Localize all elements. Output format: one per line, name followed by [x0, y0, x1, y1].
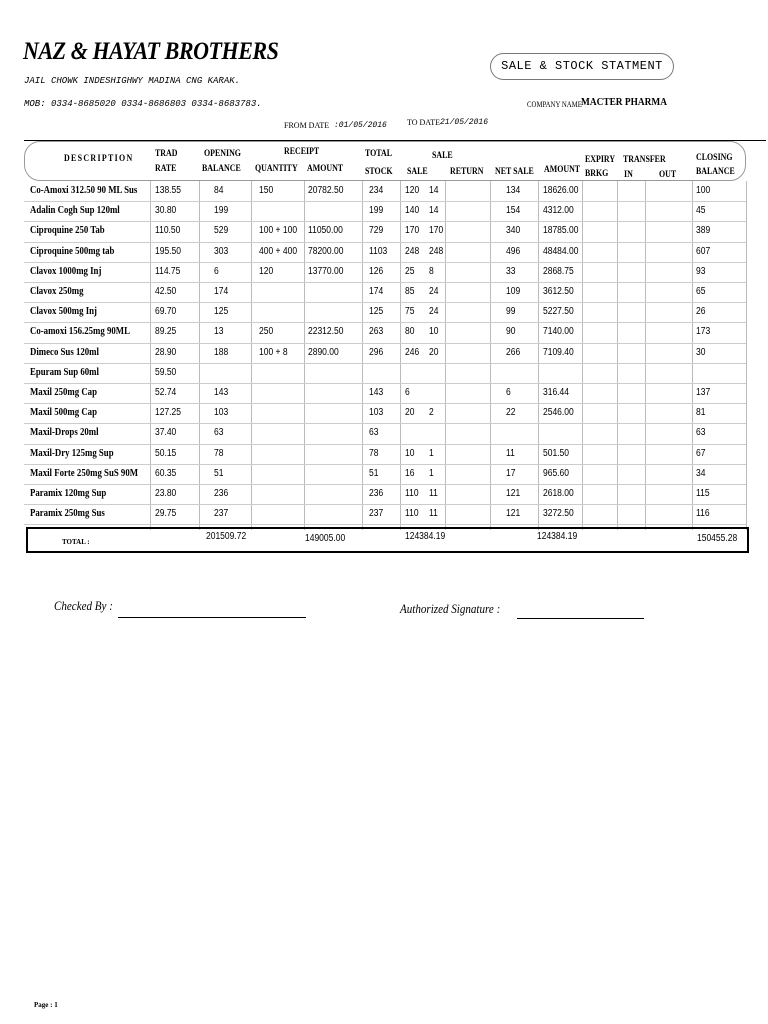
- cell-closing: 26: [696, 306, 706, 317]
- total-sale-amount: 124384.19: [537, 531, 578, 542]
- authorized-signature-label: Authorized Signature :: [400, 601, 501, 616]
- cell-rate: 59.50: [155, 367, 177, 378]
- cell-opening: 6: [214, 266, 219, 277]
- from-date-label: FROM DATE: [284, 121, 330, 130]
- cell-net: 496: [506, 246, 521, 257]
- cell-sale: 170: [405, 225, 420, 236]
- cell-stock: 234: [369, 185, 384, 196]
- cell-ret: 20: [429, 347, 439, 358]
- column-divider: [251, 181, 252, 530]
- col-brkg: BRKG: [585, 168, 609, 178]
- cell-desc: Maxil Forte 250mg SuS 90M: [30, 467, 139, 479]
- cell-stock: 1103: [369, 246, 388, 257]
- cell-closing: 137: [696, 387, 711, 398]
- cell-opening: 63: [214, 427, 224, 438]
- cell-stock: 263: [369, 326, 384, 337]
- column-divider: [617, 181, 618, 530]
- cell-desc: Paramix 120mg Sup: [30, 487, 107, 499]
- cell-rec-amount: 11050.00: [308, 225, 343, 236]
- cell-qty: 250: [259, 326, 274, 337]
- supplier-company-name: MACTER PHARMA: [581, 96, 667, 108]
- cell-qty: 100 + 100: [259, 225, 298, 236]
- cell-net: 266: [506, 347, 521, 358]
- cell-ret: 14: [429, 185, 439, 196]
- cell-rate: 52.74: [155, 387, 177, 398]
- col-net-sale: NET SALE: [495, 166, 534, 176]
- cell-desc: Paramix 250mg Sus: [30, 507, 105, 519]
- column-divider: [362, 181, 363, 530]
- row-divider: [24, 282, 746, 283]
- cell-closing: 93: [696, 266, 706, 277]
- cell-sale: 6: [405, 387, 410, 398]
- row-divider: [24, 423, 746, 424]
- cell-stock: 78: [369, 448, 379, 459]
- cell-stock: 143: [369, 387, 384, 398]
- authorized-signature-line: [517, 618, 644, 619]
- cell-desc: Maxil 500mg Cap: [30, 406, 97, 418]
- cell-desc: Maxil-Dry 125mg Sup: [30, 447, 114, 459]
- cell-sale: 246: [405, 347, 420, 358]
- col-sale: SALE: [407, 166, 428, 176]
- cell-ret: 1: [429, 468, 434, 479]
- col-opening: OPENING: [204, 148, 241, 158]
- cell-rate: 114.75: [155, 266, 181, 277]
- cell-closing: 173: [696, 326, 711, 337]
- cell-desc: Clavox 250mg: [30, 285, 84, 297]
- col-closing: CLOSING: [696, 152, 733, 162]
- cell-stock: 63: [369, 427, 379, 438]
- cell-rate: 23.80: [155, 488, 177, 499]
- cell-qty: 150: [259, 185, 274, 196]
- cell-desc: Maxil 250mg Cap: [30, 386, 97, 398]
- column-divider: [692, 181, 693, 530]
- col-sale-amount: AMOUNT: [544, 164, 581, 174]
- cell-amount: 7140.00: [543, 326, 574, 337]
- cell-opening: 529: [214, 225, 229, 236]
- cell-net: 121: [506, 508, 521, 519]
- column-divider: [445, 181, 446, 530]
- row-divider: [24, 403, 746, 404]
- column-divider: [199, 181, 200, 530]
- cell-desc: Clavox 1000mg Inj: [30, 265, 102, 277]
- row-divider: [24, 383, 746, 384]
- cell-sale: 110: [405, 508, 419, 519]
- cell-ret: 10: [429, 326, 439, 337]
- column-divider: [304, 181, 305, 530]
- cell-amount: 3612.50: [543, 286, 574, 297]
- cell-ret: 11: [429, 508, 438, 519]
- column-divider: [400, 181, 401, 530]
- cell-net: 134: [506, 185, 521, 196]
- cell-opening: 143: [214, 387, 229, 398]
- col-total: TOTAL: [365, 148, 393, 158]
- company-name: NAZ & HAYAT BROTHERS: [23, 38, 279, 65]
- page-number: Page : 1: [34, 1001, 58, 1009]
- col-quantity: QUANTITY: [255, 163, 298, 173]
- cell-net: 90: [506, 326, 516, 337]
- cell-net: 33: [506, 266, 516, 277]
- cell-rec-amount: 2890.00: [308, 347, 339, 358]
- cell-opening: 103: [214, 407, 229, 418]
- cell-sale: 16: [405, 468, 415, 479]
- cell-closing: 65: [696, 286, 706, 297]
- cell-amount: 316.44: [543, 387, 570, 398]
- row-divider: [24, 524, 746, 525]
- cell-rate: 60.35: [155, 468, 177, 479]
- cell-amount: 2546.00: [543, 407, 574, 418]
- company-mobile: MOB: 0334-8685020 0334-8686803 0334-8683783.: [24, 99, 262, 109]
- col-transfer: TRANSFER: [623, 154, 666, 164]
- cell-opening: 199: [214, 205, 229, 216]
- totals-box: [26, 527, 749, 553]
- col-description: DESCRIPTION: [64, 153, 134, 163]
- row-divider: [24, 504, 746, 505]
- cell-stock: 237: [369, 508, 384, 519]
- cell-rate: 69.70: [155, 306, 177, 317]
- cell-opening: 237: [214, 508, 229, 519]
- cell-qty: 120: [259, 266, 274, 277]
- cell-opening: 236: [214, 488, 229, 499]
- cell-qty: 400 + 400: [259, 246, 298, 257]
- cell-rate: 29.75: [155, 508, 177, 519]
- cell-rate: 110.50: [155, 225, 181, 236]
- statement-title: SALE & STOCK STATMENT: [501, 59, 663, 73]
- cell-rate: 127.25: [155, 407, 182, 418]
- col-receipt-amount: AMOUNT: [307, 163, 344, 173]
- column-divider: [582, 181, 583, 530]
- cell-opening: 125: [214, 306, 229, 317]
- cell-ret: 14: [429, 205, 439, 216]
- column-divider: [490, 181, 491, 530]
- row-divider: [24, 484, 746, 485]
- row-divider: [24, 302, 746, 303]
- cell-amount: 965.60: [543, 468, 570, 479]
- cell-ret: 170: [429, 225, 444, 236]
- column-divider: [746, 181, 747, 530]
- cell-net: 154: [506, 205, 521, 216]
- cell-amount: 3272.50: [543, 508, 574, 519]
- column-divider: [538, 181, 539, 530]
- cell-net: 99: [506, 306, 516, 317]
- cell-amount: 18785.00: [543, 225, 579, 236]
- cell-amount: 48484.00: [543, 246, 579, 257]
- company-address: JAIL CHOWK INDESHIGHWY MADINA CNG KARAK.: [24, 76, 241, 86]
- cell-desc: Ciproquine 500mg tab: [30, 245, 115, 257]
- cell-stock: 51: [369, 468, 379, 479]
- row-divider: [24, 242, 746, 243]
- cell-stock: 125: [369, 306, 384, 317]
- cell-stock: 236: [369, 488, 384, 499]
- cell-net: 340: [506, 225, 521, 236]
- cell-ret: 248: [429, 246, 444, 257]
- cell-sale: 140: [405, 205, 420, 216]
- cell-closing: 63: [696, 427, 706, 438]
- row-divider: [24, 322, 746, 323]
- cell-rec-amount: 22312.50: [308, 326, 344, 337]
- total-stock: 124384.19: [405, 531, 446, 542]
- to-date-label: TO DATE: [407, 118, 440, 127]
- cell-sale: 80: [405, 326, 415, 337]
- cell-rate: 42.50: [155, 286, 177, 297]
- cell-rec-amount: 13770.00: [308, 266, 344, 277]
- cell-ret: 8: [429, 266, 434, 277]
- from-date: :01/05/2016: [334, 121, 387, 130]
- cell-rate: 89.25: [155, 326, 177, 337]
- cell-sale: 20: [405, 407, 415, 418]
- cell-closing: 100: [696, 185, 711, 196]
- cell-closing: 30: [696, 347, 706, 358]
- col-closing-balance: BALANCE: [696, 166, 735, 176]
- cell-amount: 4312.00: [543, 205, 574, 216]
- cell-desc: Co-amoxi 156.25mg 90ML: [30, 325, 130, 337]
- cell-stock: 729: [369, 225, 384, 236]
- cell-closing: 34: [696, 468, 706, 479]
- cell-opening: 174: [214, 286, 229, 297]
- cell-amount: 5227.50: [543, 306, 574, 317]
- cell-rate: 138.55: [155, 185, 182, 196]
- cell-ret: 11: [429, 488, 438, 499]
- col-transfer-out: OUT: [659, 169, 677, 179]
- col-receipt: RECEIPT: [284, 146, 320, 156]
- row-divider: [24, 343, 746, 344]
- cell-closing: 115: [696, 488, 710, 499]
- cell-rec-amount: 20782.50: [308, 185, 344, 196]
- cell-desc: Maxil-Drops 20ml: [30, 426, 99, 438]
- cell-rec-amount: 78200.00: [308, 246, 344, 257]
- cell-opening: 84: [214, 185, 224, 196]
- cell-rate: 37.40: [155, 427, 177, 438]
- checked-by-line: [118, 617, 306, 618]
- row-divider: [24, 262, 746, 263]
- cell-amount: 2868.75: [543, 266, 574, 277]
- cell-stock: 126: [369, 266, 384, 277]
- cell-amount: 18626.00: [543, 185, 579, 196]
- cell-sale: 110: [405, 488, 419, 499]
- cell-desc: Ciproquine 250 Tab: [30, 224, 105, 236]
- cell-stock: 296: [369, 347, 384, 358]
- cell-rate: 195.50: [155, 246, 182, 257]
- cell-sale: 120: [405, 185, 420, 196]
- col-rate: RATE: [155, 163, 177, 173]
- cell-amount: 2618.00: [543, 488, 574, 499]
- cell-net: 121: [506, 488, 521, 499]
- col-opening-balance: BALANCE: [202, 163, 241, 173]
- cell-desc: Co-Amoxi 312.50 90 ML Sus: [30, 184, 138, 196]
- column-divider: [150, 181, 151, 530]
- cell-closing: 116: [696, 508, 710, 519]
- cell-desc: Epuram Sup 60ml: [30, 366, 99, 378]
- cell-sale: 25: [405, 266, 415, 277]
- cell-closing: 45: [696, 205, 706, 216]
- cell-sale: 10: [405, 448, 415, 459]
- cell-opening: 303: [214, 246, 229, 257]
- cell-sale: 248: [405, 246, 420, 257]
- cell-closing: 81: [696, 407, 706, 418]
- cell-net: 6: [506, 387, 511, 398]
- to-date: 21/05/2016: [440, 118, 489, 127]
- cell-desc: Adalin Cogh Sup 120ml: [30, 204, 120, 216]
- cell-net: 22: [506, 407, 516, 418]
- row-divider: [24, 363, 746, 364]
- cell-ret: 24: [429, 286, 439, 297]
- cell-ret: 2: [429, 407, 434, 418]
- col-sale-group: SALE: [432, 150, 453, 160]
- total-receipt: 149005.00: [305, 533, 346, 544]
- cell-opening: 13: [214, 326, 224, 337]
- cell-sale: 85: [405, 286, 415, 297]
- checked-by-label: Checked By :: [54, 598, 113, 613]
- totals-label: TOTAL :: [62, 538, 90, 546]
- col-expiry: EXPIRY: [585, 154, 616, 164]
- col-stock: STOCK: [365, 166, 393, 176]
- cell-closing: 607: [696, 246, 711, 257]
- total-closing: 150455.28: [697, 533, 738, 544]
- cell-stock: 103: [369, 407, 384, 418]
- cell-stock: 199: [369, 205, 384, 216]
- row-divider: [24, 444, 746, 445]
- cell-stock: 174: [369, 286, 384, 297]
- row-divider: [24, 201, 746, 202]
- cell-opening: 78: [214, 448, 224, 459]
- cell-sale: 75: [405, 306, 415, 317]
- row-divider: [24, 464, 746, 465]
- cell-closing: 389: [696, 225, 711, 236]
- cell-desc: Clavox 500mg Inj: [30, 305, 97, 317]
- col-trad: TRAD: [155, 148, 178, 158]
- cell-amount: 501.50: [543, 448, 570, 459]
- cell-amount: 7109.40: [543, 347, 574, 358]
- cell-opening: 51: [214, 468, 224, 479]
- total-opening: 201509.72: [206, 531, 247, 542]
- cell-net: 109: [506, 286, 521, 297]
- cell-rate: 28.90: [155, 347, 177, 358]
- company-name-label: COMPANY NAME: [527, 100, 582, 109]
- cell-closing: 67: [696, 448, 706, 459]
- cell-opening: 188: [214, 347, 229, 358]
- cell-net: 11: [506, 448, 515, 459]
- cell-qty: 100 + 8: [259, 347, 288, 358]
- cell-ret: 24: [429, 306, 439, 317]
- cell-ret: 1: [429, 448, 434, 459]
- cell-rate: 30.80: [155, 205, 177, 216]
- col-return: RETURN: [450, 166, 484, 176]
- row-divider: [24, 221, 746, 222]
- cell-rate: 50.15: [155, 448, 177, 459]
- column-divider: [645, 181, 646, 530]
- cell-desc: Dimeco Sus 120ml: [30, 346, 99, 358]
- cell-net: 17: [506, 468, 516, 479]
- col-transfer-in: IN: [624, 169, 633, 179]
